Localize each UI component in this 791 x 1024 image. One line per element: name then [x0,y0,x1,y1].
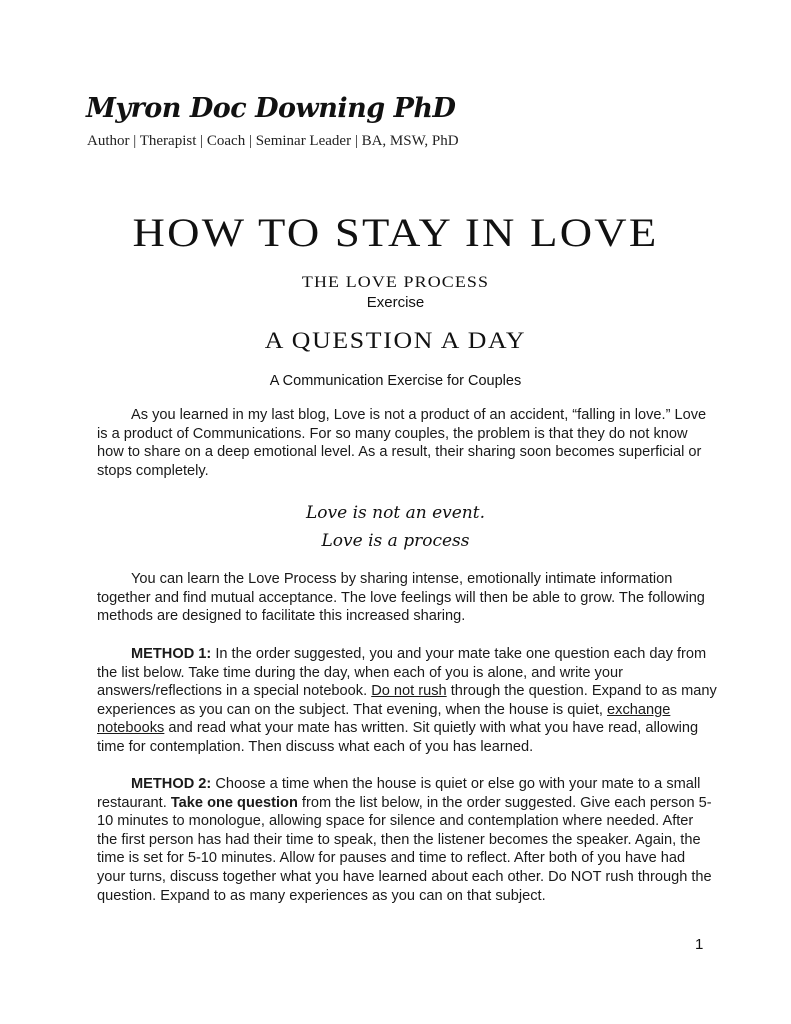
method-2-text: from the list below, in the order suggested. Give each person 5-10 minutes to monologue, allowing space for silence and contemplation where needed. After the first person has had their time to speak, then the listener becomes the speaker. Again, the time is set for 5-10 minutes. Allow for pauses and time to reflect. After both of you have had your turns, discuss together what you have learned about each other. Do NOT rush through the question. Expand to as many experiences as you can on that subject. [97,794,712,904]
method-1-emphasis-no-rush: Do not rush [371,683,447,700]
author-tagline: Author | Therapist | Coach | Seminar Leader | BA, MSW, PhD [87,133,459,149]
subtitle: A QUESTION A DAY [264,328,527,353]
method-1-emphasis-exchange: exchange notebooks [97,701,671,737]
intro-paragraph: As you learned in my last blog, Love is not a product of an accident, “falling in love.” Love is a product of Communications. For so many couples, the problem is that they do not know how to share on a deep emotional level. As a result, their sharing soon becomes superficial or stops completely. [97,407,707,479]
section-title: THE LOVE PROCESS [301,274,490,291]
method-1-paragraph [97,645,717,757]
exercise-tagline: A Communication Exercise for Couples [269,373,522,389]
learn-paragraph: You can learn the Love Process by sharing intense, emotionally intimate information together and find mutual acceptance. The love feelings will then be able to grow. The following methods are designed to facilitate this increased sharing. [97,571,705,625]
quote-line-2: Love is a process [321,531,470,551]
method-1-text: In the order suggested, you and your mate take one question each day from the list below. Take time during the day, when each of you is alone, and write your answers/reflections in a special notebook. [97,646,707,700]
quote-line-1: Love is not an event. [306,503,485,523]
method-1-text: and read what your mate has written. Sit quietly with what you have read, allowing time for contemplation. Then discuss what each of you has learned. [97,720,699,755]
method-2-paragraph [97,775,717,905]
method-2-label: METHOD 2: [131,776,212,792]
method-2-emphasis: Take one question [170,794,298,811]
exercise-label: Exercise [366,294,425,311]
author-name: Myron Doc Downing PhD [86,93,456,124]
method-1-label: METHOD 1: [131,646,212,662]
method-1-text: through the question. Expand to as many experiences as you can on the subject. That evening, when the house is quiet, [97,683,717,718]
method-2-text: Choose a time when the house is quiet or else go with your mate to a small restaurant. [97,776,701,811]
main-title: HOW TO STAY IN LOVE [132,210,659,255]
page-number: 1 [695,936,704,953]
